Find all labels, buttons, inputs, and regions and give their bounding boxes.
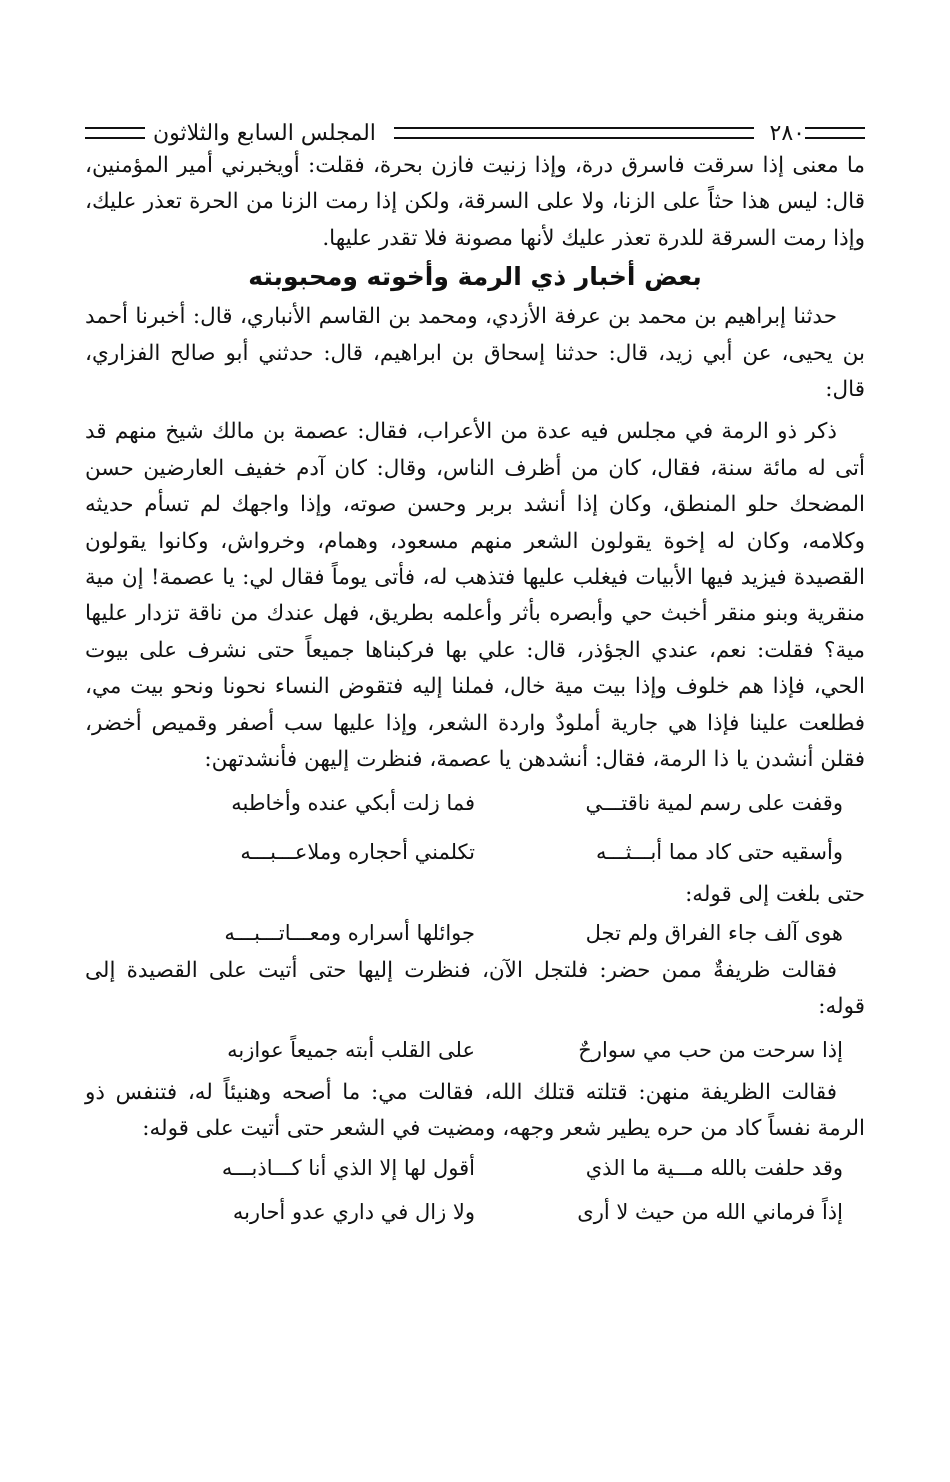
verse-line <box>85 913 865 953</box>
intro-paragraph: ما معنى إذا سرقت فاسرق درة، وإذا زنيت فازن بحرة، فقلت: أويخبرني أمير المؤمنين، قال: ليس هذا حثاً على الزنا، ولا على السرقة، ولكن إذا رمت الزنا من الحرة تعذر عليك، وإذا رمت السرقة للدرة تعذر عليك لأنها مصونة فلا تقدر عليها. <box>85 153 865 251</box>
verse-first-hemistich: وأسقيه حتى كاد مما أبـــثـــه <box>595 840 843 864</box>
chapter-title: المجلس السابع والثلاثون <box>153 120 376 146</box>
paragraph-2: فقالت ظريفةٌ ممن حضر: فلتجل الآن، فنظرت إليها حتى أتيت على القصيدة إلى قوله: <box>85 957 865 1020</box>
verse-first-hemistich: وقفت على رسم لمية ناقتـــي <box>585 791 843 815</box>
verse-block-3 <box>85 1026 865 1075</box>
verse-second-hemistich: على القلب أبته جميعاً عوازبه <box>227 1038 475 1063</box>
verse-line <box>85 779 865 828</box>
verse-block-2 <box>85 913 865 953</box>
story-paragraph: ذكر ذو الرمة في مجلس فيه عدة من الأعراب، فقال: عصمة بن مالك شيخ منهم قد أتى له مائة سنة، فقال، كان من أظرف الناس، وقال: كان آدم خفيف العارضين حسن المضحك حلو المنطق، وكان إذا أنشد بربر وحسن صوته، وإذا واجهك لم تسأم حديثه وكلامه، وكان له إخوة يقولون الشعر منهم مسعود، وهمام، وخرواش، وكانوا يقولون القصيدة فيزيد فيها الأبيات فيغلب عليها فتذهب له، فأتى يوماً فقال لي: يا عصمة! إن مية منقرية وبنو منقر أخبث حي وأبصره بأثر وأعلمه بطريق، فهل عندك من ناقة تزدار عليها مية؟ فقلت: نعم، عندي الجؤذر، قال: علي بها فركبناها جميعاً حتى نشرف على بيوت الحي، فإذا هم خلوف وإذا بيت مية خال، فملنا إليه فتقوض النساء نحونا ونحو بيت مي، فطلعت علينا فإذا هي جارية أملودٌ واردة الشعر، وإذا عليها سب أصفر وقميص أخضر، فقلن أنشدن يا ذا الرمة، فقال: أنشدهن يا عصمة، فنظرت إليهن فأنشدتهن: <box>85 419 865 773</box>
verse-line <box>85 1026 865 1075</box>
verse-line <box>85 828 865 877</box>
verse-first-hemistich: إذاً فرماني الله من حيث لا أرى <box>577 1200 843 1225</box>
section-heading: بعض أخبار ذي الرمة وأخوته ومحبوبته <box>248 262 702 292</box>
page-number: ٢٨٠ <box>769 120 805 146</box>
verse-second-hemistich: أقول لها إلا الذي أنا كـــاذبـــه <box>221 1155 475 1180</box>
verse-second-hemistich: ولا زال في داري عدو أحاربه <box>232 1200 475 1225</box>
page-header <box>85 118 865 148</box>
paragraph-3: فقالت الظريفة منهن: قتلته قتلك الله، فقالت مي: ما أصحه وهنيئاً له، فتنفس ذو الرمة نفساً كاد من حره يطير شعر وجهه، ومضيت في الشعر حتى أتيت على قوله: <box>85 1079 865 1142</box>
verse-first-hemistich: هوى آلف جاء الفراق ولم تجل <box>585 920 843 945</box>
verse-second-hemistich: جوائلها أسراره ومعـــاتـــبـــه <box>224 920 475 945</box>
verse-block-1 <box>85 779 865 877</box>
verse-first-hemistich: وقد حلفت بالله مـــية ما الذي <box>585 1155 843 1180</box>
book-page <box>85 118 865 1237</box>
verse-line <box>85 1148 865 1188</box>
verse-first-hemistich: إذا سرحت من حب مي سوارحٌ <box>578 1038 843 1063</box>
header-rule-long <box>394 127 754 139</box>
verse-line <box>85 1188 865 1237</box>
until-line: حتى بلغت إلى قوله: <box>685 881 865 907</box>
verse-block-4 <box>85 1148 865 1237</box>
header-rule-short <box>85 127 145 139</box>
verse-second-hemistich: فما زلت أبكي عنده وأخاطبه <box>231 791 475 815</box>
verse-second-hemistich: تكلمني أحجاره وملاعـــبـــه <box>240 840 475 864</box>
header-rule-short <box>805 127 865 139</box>
isnad-paragraph: حدثنا إبراهيم بن محمد بن عرفة الأزدي، ومحمد بن القاسم الأنباري، قال: أخبرنا أحمد بن يحيى، عن أبي زيد، قال: حدثنا إسحاق بن ابراهيم، قال: حدثني أبو صالح الفزاري، قال: <box>85 304 865 403</box>
